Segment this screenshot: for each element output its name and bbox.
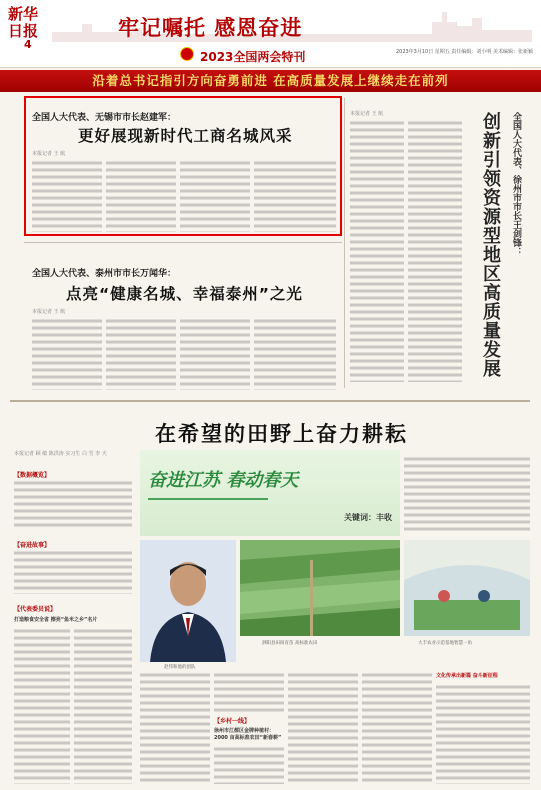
bottom-subtitle: 徐州市江都区金牌种植村：2000 亩高标准农田“新春耕” (214, 728, 282, 741)
section-frontline: 【乡村一线】 (214, 718, 251, 725)
column-divider (344, 98, 345, 388)
national-emblem-icon (180, 47, 194, 61)
page-banner: 牢记嘱托 感恩奋进 (118, 15, 303, 40)
taizhou-body-col-1 (32, 318, 102, 390)
section-data-overview: 【数据概览】 (14, 472, 51, 479)
greenhouse-caption: 大丰农业示范基地智慧一角 (418, 641, 472, 646)
xuzhou-headline[interactable]: 创新引领资源型地区高质量发展 (480, 112, 501, 378)
newspaper-logo: 新华日报 (8, 5, 39, 40)
section-divider (24, 242, 342, 243)
taizhou-body-col-4 (254, 318, 336, 390)
portrait-photo (140, 540, 236, 662)
right-column-head: 文化传承出新篇 奋斗新征程 (436, 673, 498, 679)
taizhou-headline[interactable]: 点亮“健康名城、幸福泰州”之光 (66, 285, 303, 303)
feature-headline[interactable]: 在希望的田野上奋力耕耘 (155, 422, 408, 446)
feature-body-col-5 (436, 684, 530, 784)
taizhou-byline: 本报记者 王 航 (32, 309, 66, 315)
field-caption: 泗阳县田间育苗 高标准农田 (262, 641, 318, 646)
wuxi-body-col-4 (254, 160, 336, 232)
feature-byline: 本报记者 顾 敏 陈洪涛 实习生 白 雪 李 天 (14, 451, 107, 457)
field-photo (240, 540, 400, 636)
taizhou-kicker: 全国人大代表、泰州市市长万闻华： (32, 269, 177, 279)
wuxi-body-col-2 (106, 160, 176, 232)
xuzhou-body-col-1 (350, 120, 404, 382)
left-body-3a (14, 628, 70, 784)
masthead (0, 0, 541, 68)
person-icon (140, 540, 236, 662)
feature-body-col-4 (362, 672, 432, 784)
greenhouse-photo (404, 540, 530, 636)
wuxi-byline: 本报记者 王 航 (32, 151, 66, 157)
spring-banner (140, 450, 400, 536)
portrait-caption: 赵伟和他的团队 (164, 665, 196, 670)
feature-body-col-3 (288, 672, 358, 784)
decorative-line (148, 498, 268, 500)
left-body-2 (14, 550, 132, 594)
feature-body-col-2b (214, 746, 284, 784)
xuzhou-body-col-2 (408, 120, 462, 382)
xuzhou-byline: 本报记者 王 航 (350, 111, 384, 117)
wuxi-body-col-3 (180, 160, 250, 232)
xuzhou-kicker: 全国人大代表、徐州市市长王剑锋： (511, 112, 521, 256)
left-quote-head: 打造粮食安全省 擦亮“鱼米之乡”名片 (14, 617, 98, 623)
feature-divider (10, 400, 530, 402)
wuxi-body-col-1 (32, 160, 102, 232)
keyword-tag: 关键词：丰收 (344, 513, 392, 522)
feature-body-col-2 (214, 672, 284, 712)
date-line: 2023年3月10日 星期五 责任编辑：刘小明 美术编辑：张新颖 (395, 49, 533, 55)
wuxi-headline[interactable]: 更好展现新时代工商名城风采 (78, 127, 293, 145)
feature-body-col-1 (140, 672, 210, 784)
feature-right-body (404, 456, 530, 534)
left-body-3b (74, 628, 132, 784)
special-issue-title: 2023全国两会特刊 (200, 50, 306, 64)
section-story: 【奋进故事】 (14, 542, 51, 549)
wuxi-kicker: 全国人大代表、无锡市市长赵建军： (32, 113, 177, 123)
page-number: 4 (24, 38, 32, 51)
spring-title: 奋进江苏 春动春天 (148, 470, 299, 491)
taizhou-body-col-2 (106, 318, 176, 390)
section-deputy-says: 【代表委员说】 (14, 606, 57, 613)
taizhou-body-col-3 (180, 318, 250, 390)
section-ribbon: 沿着总书记指引方向奋勇前进 在高质量发展上继续走在前列 (0, 70, 541, 92)
left-body-1 (14, 480, 132, 530)
